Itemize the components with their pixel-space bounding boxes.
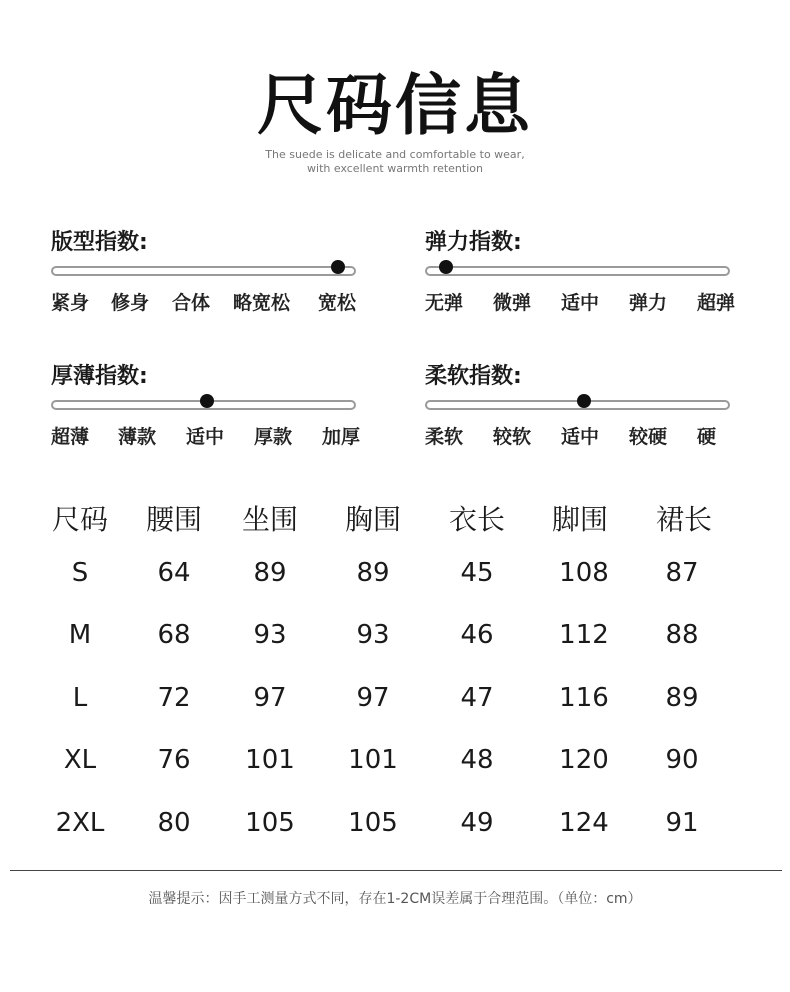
table-cell: 2XL <box>55 808 105 838</box>
header-hip: 坐围 <box>241 503 299 536</box>
table-cell: 72 <box>157 683 191 713</box>
fit-label: 略宽松 <box>233 292 291 314</box>
table-row <box>0 745 790 785</box>
table-cell: 93 <box>356 620 390 650</box>
table-cell: 89 <box>665 683 699 713</box>
table-cell: 108 <box>559 558 609 588</box>
table-cell: 120 <box>559 745 609 775</box>
table-cell: L <box>72 683 88 713</box>
table-cell: 97 <box>356 683 390 713</box>
table-cell: 90 <box>665 745 699 775</box>
softness-label: 硬 <box>697 426 717 448</box>
softness-index <box>425 362 745 448</box>
table-cell: 124 <box>559 808 609 838</box>
thickness-label: 薄款 <box>118 426 157 448</box>
table-cell: 49 <box>460 808 494 838</box>
softness-index-title: 柔软指数: <box>425 364 522 389</box>
header-hem: 脚围 <box>551 503 609 536</box>
elasticity-label: 无弹 <box>425 292 464 314</box>
softness-label: 适中 <box>561 426 600 448</box>
subtitle-line-1: The suede is delicate and comfortable to wear, <box>265 148 525 161</box>
elasticity-index-labels <box>425 288 745 314</box>
table-cell: 93 <box>253 620 287 650</box>
table-row <box>0 683 790 723</box>
header-waist: 腰围 <box>145 503 203 536</box>
softness-label: 较硬 <box>629 426 668 448</box>
softness-label: 柔软 <box>425 426 464 448</box>
header-length: 衣长 <box>448 503 506 536</box>
table-cell: 45 <box>460 558 494 588</box>
subtitle-line-2: with excellent warmth retention <box>307 162 483 175</box>
fit-index-title: 版型指数: <box>51 230 148 255</box>
softness-index-labels <box>425 422 745 448</box>
thickness-label: 加厚 <box>322 426 361 448</box>
fit-index-track <box>51 266 356 276</box>
thickness-index-labels <box>51 422 371 448</box>
elasticity-index <box>425 228 745 314</box>
table-cell: 105 <box>348 808 398 838</box>
fit-label: 合体 <box>172 292 211 314</box>
table-cell: 91 <box>665 808 699 838</box>
table-cell: M <box>68 620 92 650</box>
table-row <box>0 558 790 598</box>
divider <box>10 870 782 871</box>
elasticity-label: 微弹 <box>493 292 532 314</box>
header-size: 尺码 <box>51 503 109 536</box>
thickness-label: 适中 <box>186 426 225 448</box>
table-cell: 76 <box>157 745 191 775</box>
thickness-label: 超薄 <box>51 426 90 448</box>
table-cell: 105 <box>245 808 295 838</box>
table-cell: 89 <box>253 558 287 588</box>
header-skirt-length: 裙长 <box>655 503 713 536</box>
table-cell: 68 <box>157 620 191 650</box>
elasticity-index-title: 弹力指数: <box>425 230 522 255</box>
table-row <box>0 620 790 660</box>
table-cell: 101 <box>348 745 398 775</box>
table-cell: 64 <box>157 558 191 588</box>
softness-index-knob <box>577 394 591 408</box>
table-cell: 47 <box>460 683 494 713</box>
table-cell: XL <box>63 745 97 775</box>
table-cell: 87 <box>665 558 699 588</box>
table-cell: 80 <box>157 808 191 838</box>
elasticity-label: 弹力 <box>629 292 668 314</box>
thickness-label: 厚款 <box>254 426 293 448</box>
elasticity-index-track <box>425 266 730 276</box>
thickness-index-knob <box>200 394 214 408</box>
fit-label: 宽松 <box>318 292 357 314</box>
thickness-index <box>51 362 371 448</box>
header-bust: 胸围 <box>344 503 402 536</box>
fit-label: 修身 <box>111 292 150 314</box>
softness-label: 较软 <box>493 426 532 448</box>
thickness-index-title: 厚薄指数: <box>51 364 148 389</box>
subtitle <box>0 148 790 176</box>
fit-label: 紧身 <box>51 292 90 314</box>
page-title: 尺码信息 <box>257 67 533 144</box>
fit-index-knob <box>331 260 345 274</box>
table-cell: 89 <box>356 558 390 588</box>
table-cell: 116 <box>559 683 609 713</box>
table-cell: 112 <box>559 620 609 650</box>
table-cell: S <box>71 558 89 588</box>
table-cell: 101 <box>245 745 295 775</box>
fit-index <box>51 228 371 314</box>
elasticity-label: 超弹 <box>697 292 736 314</box>
measurement-note: 温馨提示：因手工测量方式不同，存在1-2CM误差属于合理范围。（单位：cm） <box>148 891 642 907</box>
table-cell: 97 <box>253 683 287 713</box>
table-cell: 88 <box>665 620 699 650</box>
table-row <box>0 808 790 848</box>
fit-index-labels <box>51 288 371 314</box>
elasticity-label: 适中 <box>561 292 600 314</box>
table-cell: 46 <box>460 620 494 650</box>
table-cell: 48 <box>460 745 494 775</box>
